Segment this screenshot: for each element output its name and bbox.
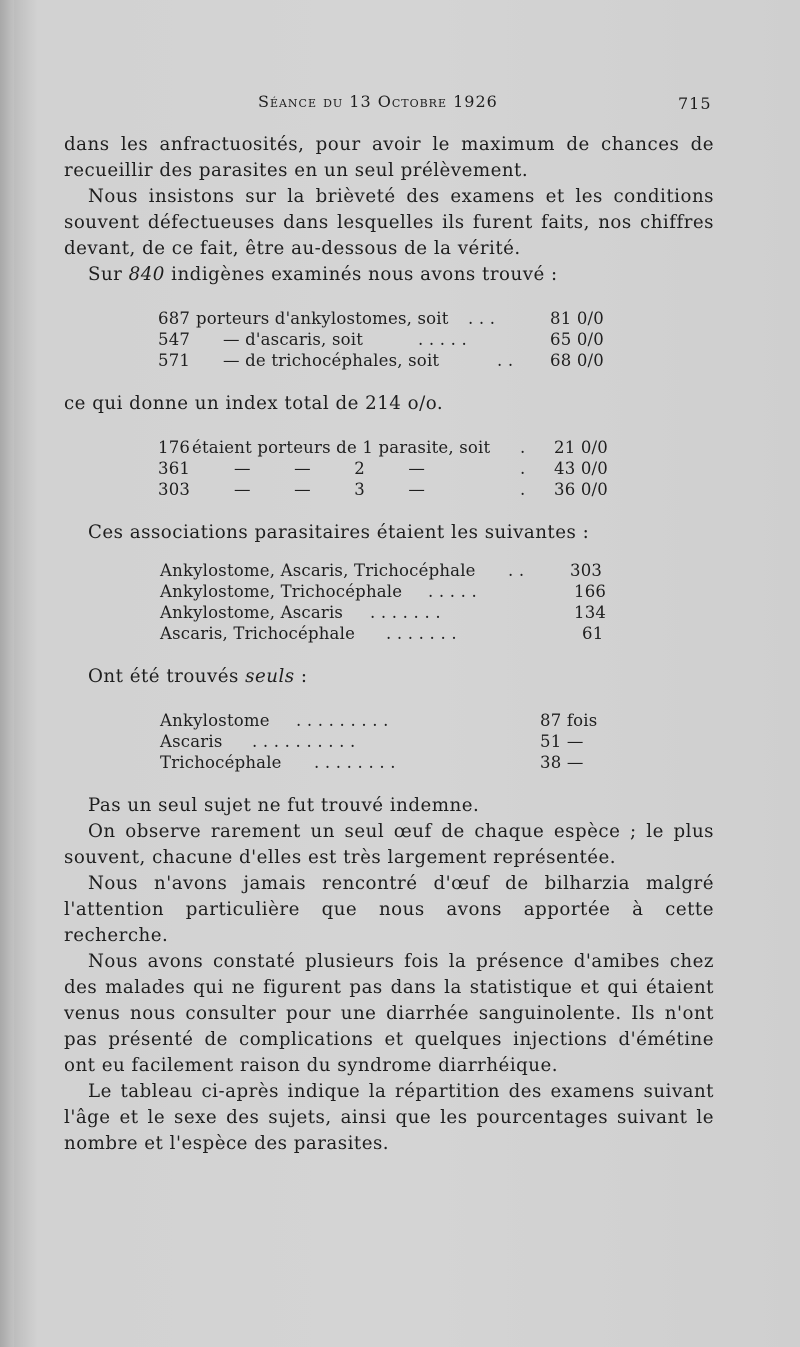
- dots-cell: . .: [497, 351, 514, 370]
- paragraph-4: ce qui donne un index total de 214 o/o.: [64, 393, 444, 414]
- value-cell: 303: [570, 561, 603, 580]
- table-row: [64, 581, 714, 602]
- p3-number: 840: [128, 264, 165, 285]
- count-cell: 303: [158, 480, 191, 499]
- value-cell: 134: [574, 603, 607, 622]
- table-row: [64, 752, 714, 773]
- parasite-count-table: [64, 437, 714, 500]
- dots-cell: . . . . . . . .: [314, 753, 396, 772]
- single-parasite-table: [64, 710, 714, 773]
- label-cell: Ankylostome, Ascaris: [160, 603, 344, 622]
- paragraph-6: [64, 664, 714, 690]
- table-row: [64, 560, 714, 581]
- table-row: [64, 731, 714, 752]
- paragraph-7: Pas un seul sujet ne fut trouvé indemne.: [88, 795, 480, 816]
- percent-cell: 21 0/0: [554, 438, 608, 457]
- count-cell: 687: [158, 309, 191, 328]
- dots-cell: . . . . . . . . .: [296, 711, 389, 730]
- label-cell: — d'ascaris, soit: [223, 330, 364, 349]
- table-row: [64, 329, 714, 350]
- label-cell: étaient porteurs de 1 parasite, soit: [192, 438, 491, 457]
- count-cell: 547: [158, 330, 191, 349]
- label-cell: Trichocéphale: [160, 753, 282, 772]
- p6-italic: seuls: [245, 666, 295, 687]
- percent-cell: 43 0/0: [554, 459, 608, 478]
- paragraph-11: Le tableau ci-après indique la répartition des examens suivant l'âge et le sexe des sujets, ainsi que les pourcentages suivant le nombre et l'espèce des parasites.: [64, 1081, 714, 1154]
- value-cell: 61: [582, 624, 604, 643]
- associations-table: [64, 560, 714, 644]
- count-cell: 571: [158, 351, 191, 370]
- percent-cell: 65 0/0: [550, 330, 604, 349]
- table-row: [64, 350, 714, 371]
- table-row: [64, 602, 714, 623]
- table-row: [64, 458, 714, 479]
- dots-cell: . . . . . . . . . .: [252, 732, 356, 751]
- p6-prefix: Ont été trouvés: [88, 666, 246, 687]
- value-cell: 166: [574, 582, 607, 601]
- value-cell: 38 —: [540, 753, 584, 772]
- dots-cell: . . . . .: [418, 330, 468, 349]
- dots-cell: . .: [508, 561, 525, 580]
- book-spine-shadow: [0, 0, 14, 1347]
- page-number: 715: [678, 94, 712, 113]
- table-row: [64, 437, 714, 458]
- label-cell: — — 2 —: [234, 459, 426, 478]
- table-row: [64, 623, 714, 644]
- dots-cell: .: [520, 459, 526, 478]
- page-body: [64, 132, 714, 1157]
- p3-prefix: Sur: [88, 264, 129, 285]
- value-cell: 51 —: [540, 732, 584, 751]
- label-cell: porteurs d'ankylostomes, soit: [196, 309, 449, 328]
- header-title: Séance du 13 Octobre 1926: [258, 92, 498, 111]
- label-cell: Ascaris, Trichocéphale: [160, 624, 356, 643]
- p6-suffix: :: [294, 666, 308, 687]
- percent-cell: 36 0/0: [554, 480, 608, 499]
- count-cell: 176: [158, 438, 191, 457]
- label-cell: — — 3 —: [234, 480, 426, 499]
- label-cell: — de trichocéphales, soit: [223, 351, 440, 370]
- label-cell: Ankylostome: [160, 711, 270, 730]
- paragraph-1: dans les anfractuosités, pour avoir le maximum de chances de recueillir des parasites en un seul prélèvement.: [64, 134, 714, 181]
- dots-cell: . . . . .: [428, 582, 478, 601]
- table-row: [64, 308, 714, 329]
- dots-cell: . . .: [468, 309, 496, 328]
- running-header: [0, 92, 800, 116]
- paragraph-10: Nous avons constaté plusieurs fois la présence d'amibes chez des malades qui ne figurent pas dans la statistique et qui étaient venus nous consulter pour une diarrhée sanguinolente. Ils n'ont pas présenté de complications et quelques injections d'émétine ont eu facilement raison du syndrome diarrhéique.: [64, 951, 714, 1076]
- value-cell: 87 fois: [540, 711, 598, 730]
- paragraph-5: Ces associations parasitaires étaient les suivantes :: [88, 522, 590, 543]
- paragraph-2: Nous insistons sur la brièveté des examens et les conditions souvent défectueuses dans lesquelles ils furent faits, nos chiffres devant, de ce fait, être au-dessous de la vérité.: [64, 186, 714, 259]
- label-cell: Ankylostome, Trichocéphale: [160, 582, 403, 601]
- paragraph-3: [64, 262, 714, 288]
- dots-cell: . . . . . . .: [370, 603, 441, 622]
- table-row: [64, 710, 714, 731]
- p3-suffix: indigènes examinés nous avons trouvé :: [164, 264, 558, 285]
- dots-cell: .: [520, 438, 526, 457]
- count-cell: 361: [158, 459, 191, 478]
- dots-cell: .: [520, 480, 526, 499]
- percent-cell: 81 0/0: [550, 309, 604, 328]
- prevalence-table: [64, 308, 714, 371]
- label-cell: Ankylostome, Ascaris, Trichocéphale: [160, 561, 476, 580]
- paragraph-8: On observe rarement un seul œuf de chaque espèce ; le plus souvent, chacune d'elles est très largement représentée.: [64, 821, 714, 868]
- dots-cell: . . . . . . .: [386, 624, 457, 643]
- label-cell: Ascaris: [160, 732, 223, 751]
- percent-cell: 68 0/0: [550, 351, 604, 370]
- table-row: [64, 479, 714, 500]
- paragraph-9: Nous n'avons jamais rencontré d'œuf de bilharzia malgré l'attention particulière que nous avons apportée à cette recherche.: [64, 873, 714, 946]
